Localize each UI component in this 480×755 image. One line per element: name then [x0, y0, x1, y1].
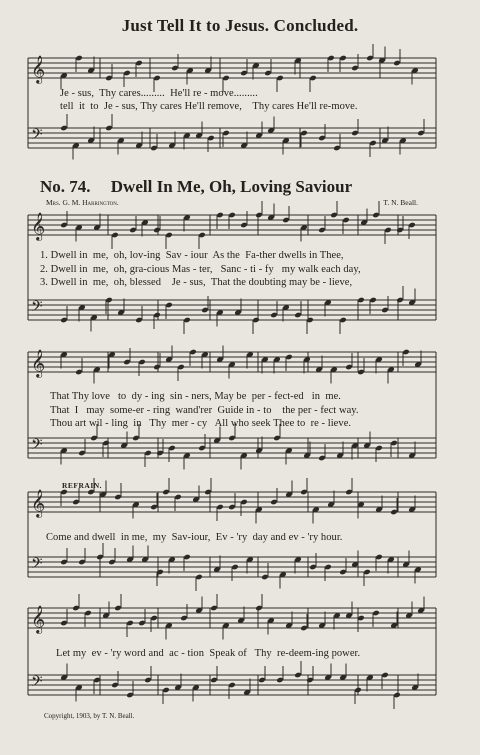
- continuation-lyric-line-1: Je - sus, Thy cares......... He'll re - move.........: [60, 88, 258, 99]
- bass-clef-icon: 𝄢: [31, 126, 43, 147]
- staff: [28, 215, 436, 235]
- treble-clef-icon: 𝄞: [31, 489, 46, 517]
- staff: [28, 352, 436, 372]
- bass-clef-icon: 𝄢: [31, 436, 43, 457]
- staff: [28, 128, 436, 148]
- continuation-lyric-line-2: tell it to Je - sus, Thy cares He'll remove, Thy cares He'll re-move.: [60, 101, 358, 112]
- treble-clef-icon: 𝄞: [31, 212, 46, 240]
- bass-clef-icon: 𝄢: [31, 673, 43, 694]
- hymn-number: No. 74.: [40, 177, 91, 196]
- verse-1-lyric-cont: That Thy love to dy - ing sin - ners, May be per - fect-ed in me.: [50, 391, 341, 402]
- hymn-title: Dwell In Me, Oh, Loving Saviour: [110, 177, 353, 196]
- verse-3-lyric-cont: Thou art wil - ling in Thy mer - cy All who seek Thee to re - lieve.: [50, 418, 352, 429]
- hymn-heading: [40, 177, 352, 197]
- verse-2-lyric: 2. Dwell in me, oh, gra-cious Mas - ter, Sanc - ti - fy my walk each day,: [40, 264, 361, 275]
- verse-1-lyric: 1. Dwell in me, oh, lov-ing Sav - iour As the Fa-ther dwells in Thee,: [40, 250, 344, 261]
- verse-2-lyric-cont: That I may some-er - ring wand'rer Guide in - to the per - fect way.: [50, 405, 359, 416]
- treble-clef-icon: 𝄞: [31, 605, 46, 633]
- staff: [28, 300, 436, 320]
- treble-clef-icon: 𝄞: [31, 55, 46, 83]
- copyright-notice: Copyright, 1903, by T. N. Beall.: [44, 712, 135, 720]
- verse-3-lyric: 3. Dwell in me, oh, blessed Je - sus, That the doubting may be - lieve,: [40, 277, 353, 288]
- bass-clef-icon: 𝄢: [31, 298, 43, 319]
- staff: [28, 438, 436, 458]
- page-header-title: Just Tell It to Jesus. Concluded.: [121, 16, 359, 35]
- treble-clef-icon: 𝄞: [31, 349, 46, 377]
- staff: [28, 58, 436, 78]
- bass-clef-icon: 𝄢: [31, 555, 43, 576]
- lyricist-credit: Mrs. G. M. Harrington.: [46, 198, 119, 207]
- composer-credit: T. N. Beall.: [383, 198, 418, 207]
- refrain-label: REFRAIN.: [62, 481, 103, 490]
- refrain-lyric-1: Come and dwell in me, my Sav-iour, Ev - 'ry day and ev - 'ry hour.: [46, 532, 343, 543]
- refrain-lyric-2: Let my ev - 'ry word and ac - tion Speak of Thy re-deem-ing power.: [56, 648, 361, 659]
